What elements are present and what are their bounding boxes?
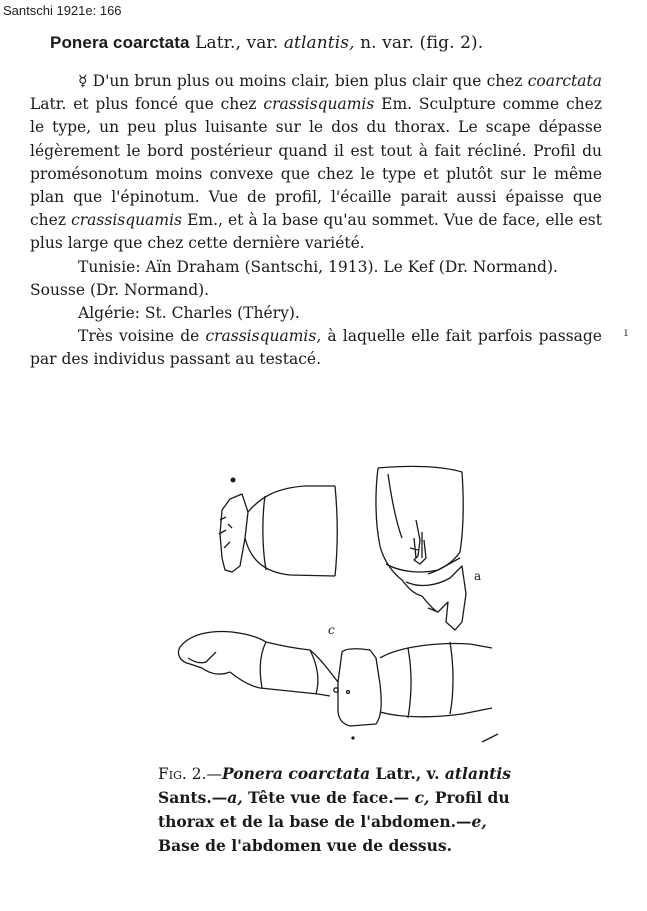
- caption-text: Sants.—: [158, 788, 228, 807]
- caption-label-a: a,: [227, 788, 243, 807]
- text-run: Em., et à la base qu'au sommet. Vue de face, elle est plus large que chez cette dernière variété.: [30, 211, 602, 253]
- text-italic: crassisquamis: [263, 95, 375, 114]
- text-run: Em. Sculpture comme chez le type, un peu plus luisante sur le dos du thorax. Le scape dépasse légèrement le bord postérieur quand il est tout à fait récliné. Profil du promésonotum moins convexe que chez le type et plutôt sur le même plan que l'épinotum. Vue de profil, l'écaille parait aussi épaisse que chez: [30, 95, 603, 230]
- caption-text: Profil du thorax et de la base de l'abdomen.—: [158, 788, 510, 831]
- caption-text: Latr., v.: [370, 764, 445, 783]
- text-italic: crassisquamis,: [205, 327, 322, 346]
- drawing-a-head-front: [376, 466, 466, 630]
- figure-2-drawings: [170, 462, 500, 752]
- description-text: [30, 70, 602, 372]
- drawing-c-thorax-profile: [178, 632, 492, 739]
- locality-sousse: Sousse (Dr. Normand).: [30, 280, 210, 299]
- caption-head: Fig. 2.—: [158, 765, 223, 783]
- source-label: Santschi 1921e: 166: [3, 3, 122, 18]
- caption-label-e: e,: [471, 812, 487, 831]
- label-c: c: [328, 623, 335, 637]
- drawing-e-abdomen-dorsal: [219, 478, 337, 577]
- figure-caption: [158, 762, 518, 858]
- caption-species: Ponera coarctata: [222, 764, 371, 783]
- description-paragraph: [30, 70, 602, 256]
- locality-tunisie: Tunisie: Aïn Draham (Santschi, 1913). Le Kef (Dr. Normand).: [78, 257, 558, 276]
- remarks-paragraph: [30, 325, 602, 371]
- caption-text: Tête vue de face.—: [242, 788, 415, 807]
- text-italic: crassisquamis: [71, 211, 182, 230]
- title-author: Latr., var.: [189, 33, 284, 53]
- label-a: a: [474, 569, 482, 583]
- locality-algerie: Algérie: St. Charles (Théry).: [78, 304, 300, 323]
- text-run: Latr. et plus foncé que chez: [30, 95, 264, 114]
- title-genus: Ponera coarctata: [50, 33, 190, 52]
- text-italic: coarctata: [527, 72, 602, 90]
- text-run: Très voisine de: [78, 327, 206, 346]
- text-run: ☿ D'un brun plus ou moins clair, bien plus clair que chez: [78, 72, 528, 90]
- caption-label-c: c,: [414, 788, 430, 807]
- caption-variety: atlantis: [444, 764, 512, 783]
- title-tail: n. var. (fig. 2).: [354, 33, 484, 53]
- caption-text: Base de l'abdomen vue de dessus.: [158, 836, 453, 855]
- stray-line: [482, 734, 498, 742]
- title-variety: atlantis,: [283, 33, 355, 53]
- stray-mark: ı: [624, 325, 628, 339]
- text-run: à laquelle elle fait parfois passage par des individus passant au testacé.: [30, 327, 602, 369]
- species-title: [50, 33, 610, 53]
